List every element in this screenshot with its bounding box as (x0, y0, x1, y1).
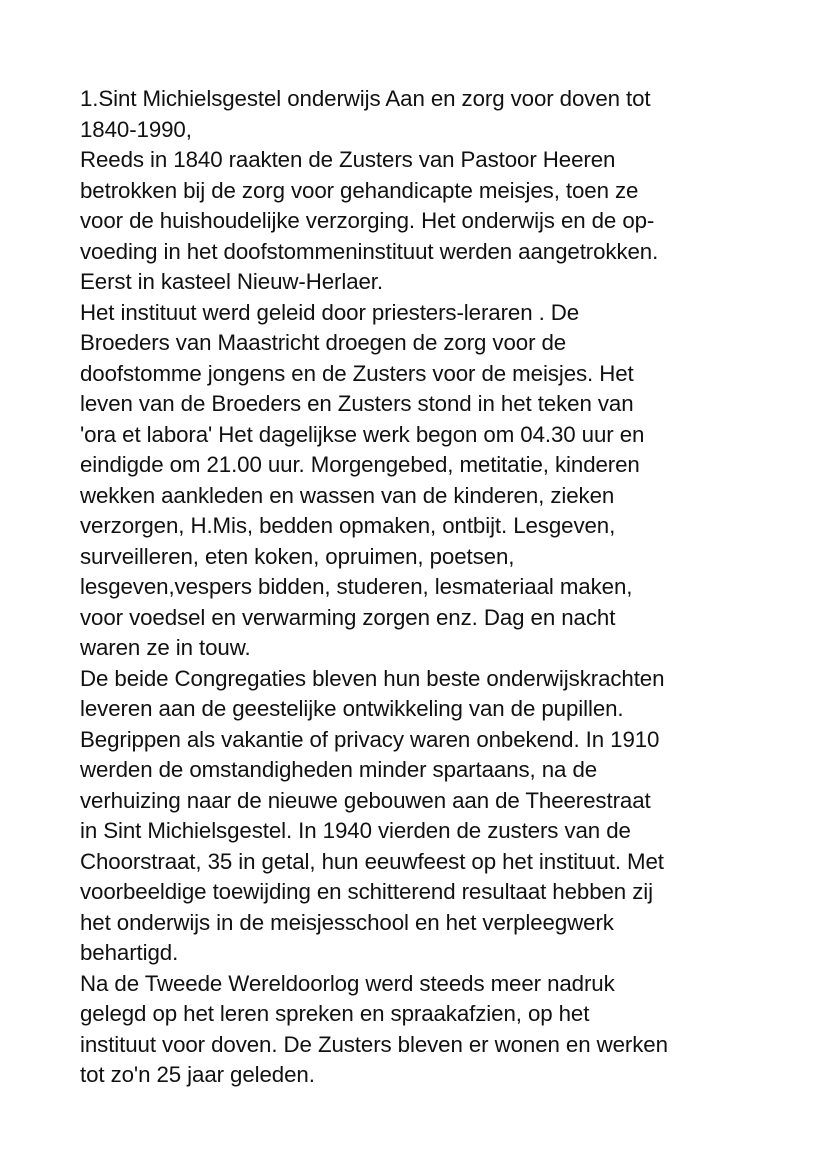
text-line: leven van de Broeders en Zusters stond in het teken van (80, 391, 634, 416)
text-line: in Sint Michielsgestel. In 1940 vierden de zusters van de (80, 818, 631, 843)
text-line: surveilleren, eten koken, opruimen, poetsen, (80, 543, 515, 569)
text-line: verzorgen, H.Mis, bedden opmaken, ontbijt. Lesgeven, (80, 513, 616, 538)
text-line: tot zo'n 25 jaar geleden. (80, 1062, 315, 1087)
text-line: voor voedsel en verwarming zorgen enz. Dag en nacht (80, 604, 616, 630)
document-body (80, 84, 668, 1091)
text-line: voor de huishoudelijke verzorging. Het onderwijs en de op- (80, 208, 655, 233)
text-line: instituut voor doven. De Zusters bleven er wonen en werken (80, 1031, 668, 1057)
text-line: verhuizing naar de nieuwe gebouwen aan de Theerestraat (80, 787, 651, 813)
text-line: Het instituut werd geleid door priesters-leraren . De (80, 299, 580, 325)
text-line: eindigde om 21.00 uur. Morgengebed, metitatie, kinderen (80, 452, 640, 477)
text-line: waren ze in touw. (80, 635, 251, 660)
text-line: 'ora et labora' Het dagelijkse werk begon om 04.30 uur en (80, 421, 645, 447)
text-line: Na de Tweede Wereldoorlog werd steeds meer nadruk (80, 970, 615, 996)
text-line: voorbeeldige toewijding en schitterend resultaat hebben zij (80, 879, 653, 904)
text-line: wekken aankleden en wassen van de kinderen, zieken (80, 482, 615, 508)
text-line: Broeders van Maastricht droegen de zorg voor de (80, 330, 567, 355)
text-line: betrokken bij de zorg voor gehandicapte meisjes, toen ze (80, 177, 639, 203)
text-line: Choorstraat, 35 in getal, hun eeuwfeest op het instituut. Met (80, 848, 664, 874)
text-line: lesgeven,vespers bidden, studeren, lesmateriaal maken, (80, 574, 633, 599)
text-line: het onderwijs in de meisjesschool en het verpleegwerk (80, 909, 614, 935)
text-line: Begrippen als vakantie of privacy waren onbekend. In 1910 (80, 726, 660, 752)
text-line: 1.Sint Michielsgestel onderwijs Aan en zorg voor doven tot (80, 86, 651, 111)
text-line: gelegd op het leren spreken en spraakafzien, op het (80, 1001, 590, 1026)
text-line: 1840-1990, (80, 116, 192, 142)
text-line: werden de omstandigheden minder spartaans, na de (80, 757, 598, 782)
text-line: leveren aan de geestelijke ontwikkeling van de pupillen. (80, 696, 624, 721)
text-line: voeding in het doofstommeninstituut werden aangetrokken. (80, 238, 659, 264)
text-line: behartigd. (80, 940, 179, 965)
text-line: doofstomme jongens en de Zusters voor de meisjes. Het (80, 360, 634, 386)
text-line: De beide Congregaties bleven hun beste onderwijskrachten (80, 665, 665, 691)
text-line: Reeds in 1840 raakten de Zusters van Pastoor Heeren (80, 147, 616, 172)
text-line: Eerst in kasteel Nieuw-Herlaer. (80, 269, 383, 294)
